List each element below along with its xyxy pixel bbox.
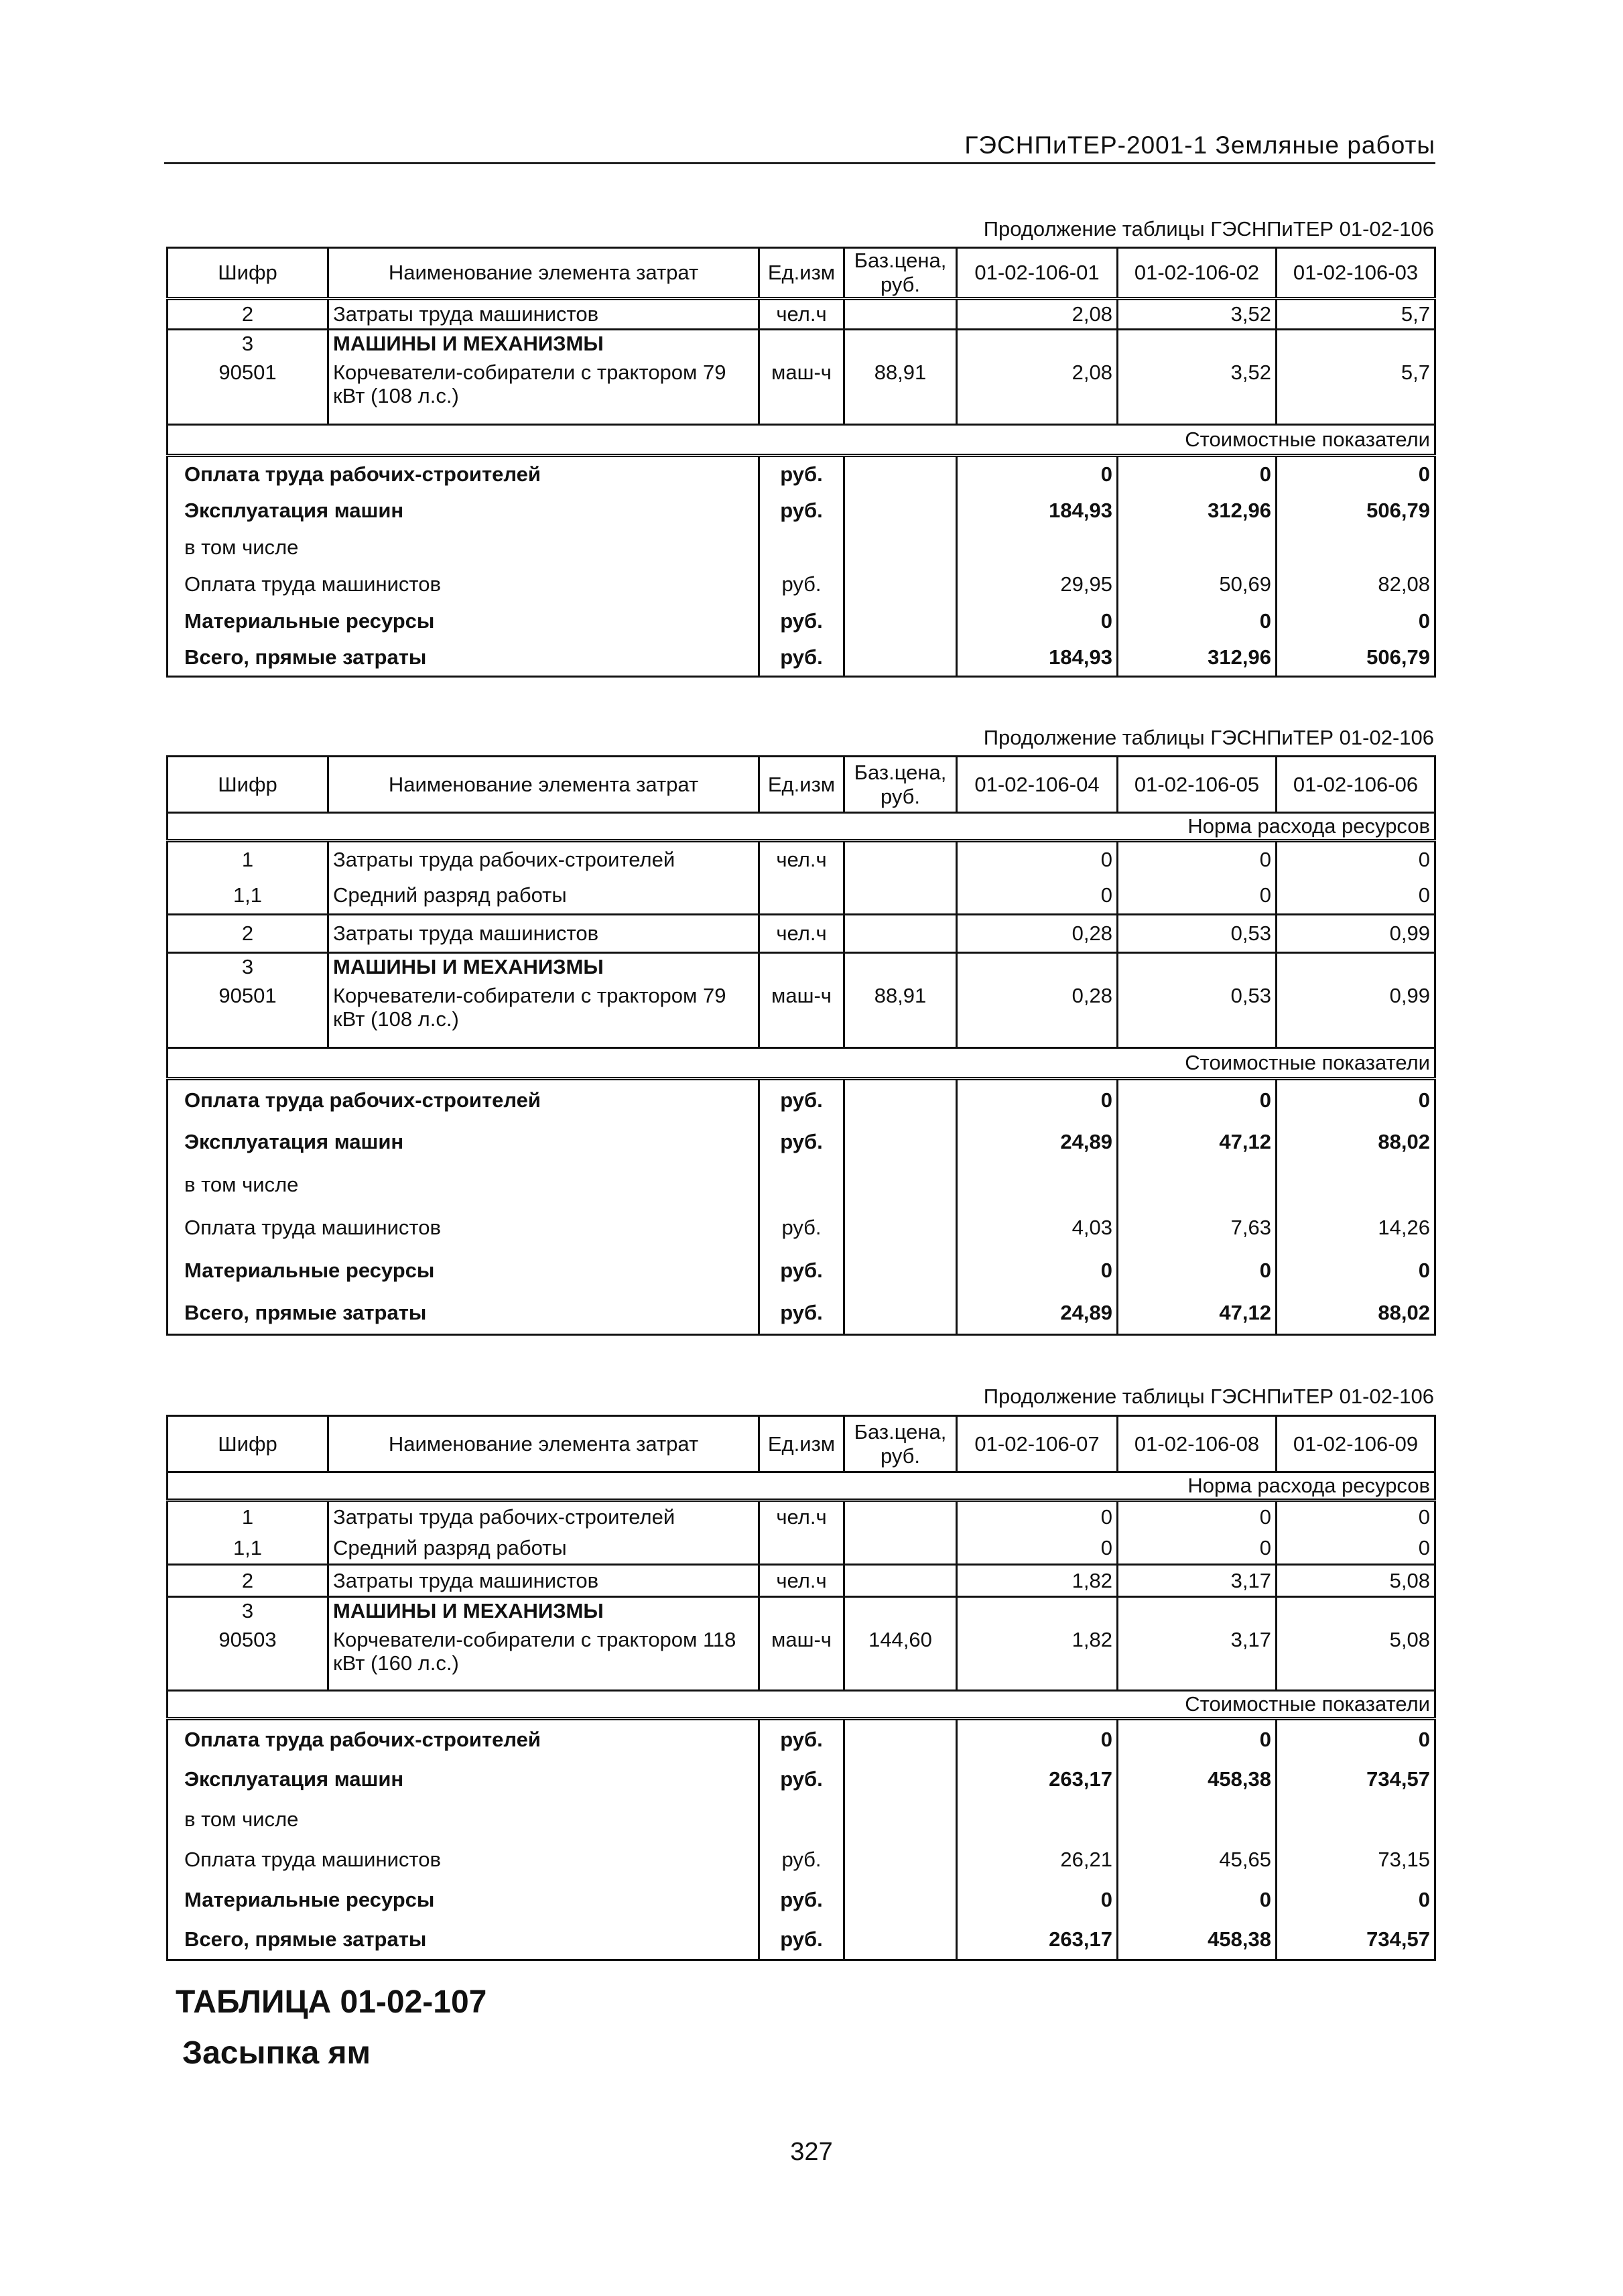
row-code: 2	[168, 299, 328, 330]
cost-row	[168, 1249, 1435, 1292]
row-value: 0,53	[1118, 915, 1277, 953]
row-unit: чел.ч	[759, 841, 844, 878]
col-header-unit: Ед.изм	[759, 1416, 844, 1472]
cost-unit: руб.	[759, 1292, 844, 1335]
norm-table	[166, 247, 1436, 678]
cost-row	[168, 640, 1435, 677]
cost-unit: руб.	[759, 493, 844, 529]
cost-value: 0	[1418, 1727, 1430, 1751]
cost-value: 458,38	[1118, 1759, 1277, 1799]
row-code: 1,1	[168, 1533, 328, 1565]
col-header-name: Наименование элемента затрат	[328, 1416, 759, 1472]
cost-value: 312,96	[1118, 493, 1277, 529]
section-label-row	[168, 1691, 1435, 1719]
row-code: 1	[168, 1501, 328, 1533]
cost-label: Материальные ресурсы	[184, 1258, 435, 1282]
cost-label: Оплата труда рабочих-строителей	[184, 1727, 541, 1751]
row-unit: чел.ч	[759, 1565, 844, 1597]
cost-value: 7,63	[1118, 1206, 1277, 1249]
table-caption: Продолжение таблицы ГЭСНПиТЕР 01-02-106	[983, 217, 1434, 241]
row-value: 1,82	[957, 1625, 1118, 1691]
cost-value: 88,02	[1378, 1300, 1430, 1324]
cost-value: 0	[957, 1249, 1118, 1292]
row-unit: маш-ч	[759, 981, 844, 1048]
cost-value: 0	[1118, 1249, 1277, 1292]
col-header-rate-code: 01-02-106-09	[1293, 1431, 1419, 1456]
group-title: МАШИНЫ И МЕХАНИЗМЫ	[328, 330, 759, 358]
machines-group-row	[168, 330, 1435, 358]
row-code: 2	[168, 915, 328, 953]
cost-row	[168, 456, 1435, 493]
row-value: 0	[1418, 1505, 1430, 1529]
section-label-row	[168, 813, 1435, 841]
cost-value: 4,03	[957, 1206, 1118, 1249]
cost-row	[168, 1759, 1435, 1799]
row-unit: маш-ч	[759, 1625, 844, 1691]
row-value: 0	[1118, 1501, 1277, 1533]
cost-value: 73,15	[1378, 1847, 1430, 1871]
row-value: 0,53	[1118, 981, 1277, 1048]
cost-row	[168, 1880, 1435, 1920]
row-price: 144,60	[844, 1625, 957, 1691]
cost-unit: руб.	[759, 1079, 844, 1121]
row-value: 3,17	[1118, 1565, 1277, 1597]
cost-label: Оплата труда машинистов	[184, 1215, 441, 1239]
cost-value: 14,26	[1378, 1215, 1430, 1239]
col-header-base-price: Баз.цена, руб.	[844, 248, 957, 299]
row-unit: чел.ч	[759, 299, 844, 330]
cost-value: 0	[957, 1719, 1118, 1759]
cost-value: 312,96	[1118, 640, 1277, 677]
row-value: 0	[1118, 1533, 1277, 1565]
col-header-rate-code: 01-02-106-02	[1118, 248, 1277, 299]
row-value: 0	[957, 1501, 1118, 1533]
row-value: 0	[957, 841, 1118, 878]
col-header-code: Шифр	[168, 757, 328, 813]
cost-unit: руб.	[759, 1920, 844, 1960]
table-row	[168, 1533, 1435, 1565]
cost-value: 458,38	[1118, 1920, 1277, 1960]
group-code: 3	[168, 953, 328, 981]
row-value: 5,7	[1401, 302, 1430, 326]
machines-group-row	[168, 953, 1435, 981]
cost-row	[168, 1121, 1435, 1163]
table-row	[168, 299, 1435, 330]
norm-table	[166, 755, 1436, 1336]
col-header-rate-code: 01-02-106-01	[957, 248, 1118, 299]
row-name: Корчеватели-собиратели с трактором 79 кВт (108 л.с.)	[328, 981, 759, 1048]
cost-label: Оплата труда машинистов	[184, 572, 441, 596]
cost-label: Всего, прямые затраты	[184, 1300, 427, 1324]
cost-row	[168, 1163, 1435, 1206]
cost-label: в том числе	[184, 1807, 299, 1831]
cost-value: 29,95	[957, 566, 1118, 603]
cost-row	[168, 1719, 1435, 1759]
cost-label: Оплата труда машинистов	[184, 1847, 441, 1871]
row-value: 1,82	[957, 1565, 1118, 1597]
cost-label: Материальные ресурсы	[184, 609, 435, 633]
col-header-rate-code: 01-02-106-06	[1293, 772, 1419, 796]
cost-row	[168, 493, 1435, 529]
cost-row	[168, 1799, 1435, 1840]
row-value: 0,28	[957, 981, 1118, 1048]
cost-label: Оплата труда рабочих-строителей	[184, 462, 541, 487]
col-header-base-price: Баз.цена, руб.	[844, 1416, 957, 1472]
cost-value: 0	[1118, 1079, 1277, 1121]
row-code: 90501	[168, 981, 328, 1048]
cost-label: Эксплуатация машин	[184, 1129, 404, 1153]
cost-value: 263,17	[957, 1759, 1118, 1799]
cost-value: 506,79	[1366, 499, 1430, 523]
cost-value: 0	[957, 456, 1118, 493]
table-row	[168, 878, 1435, 915]
col-header-name: Наименование элемента затрат	[328, 248, 759, 299]
row-code: 90501	[168, 358, 328, 425]
col-header-name: Наименование элемента затрат	[328, 757, 759, 813]
cost-unit: руб.	[759, 566, 844, 603]
group-title: МАШИНЫ И МЕХАНИЗМЫ	[328, 953, 759, 981]
cost-value: 0	[1118, 1880, 1277, 1920]
norm-section-label: Норма расхода ресурсов	[1187, 1474, 1430, 1498]
row-name: Корчеватели-собиратели с трактором 118 кВт (160 л.с.)	[328, 1625, 759, 1691]
cost-label: в том числе	[184, 535, 299, 560]
col-header-rate-code: 01-02-106-08	[1118, 1416, 1277, 1472]
cost-unit: руб.	[759, 1719, 844, 1759]
cost-value: 0	[957, 1079, 1118, 1121]
cost-label: Эксплуатация машин	[184, 499, 404, 523]
cost-unit: руб.	[759, 1840, 844, 1880]
cost-row	[168, 529, 1435, 566]
cost-label: Эксплуатация машин	[184, 1767, 404, 1791]
row-unit: чел.ч	[759, 915, 844, 953]
cost-label: Всего, прямые затраты	[184, 1927, 427, 1951]
row-unit: чел.ч	[759, 1501, 844, 1533]
cost-value: 0	[1418, 462, 1430, 487]
row-code: 2	[168, 1565, 328, 1597]
cost-unit: руб.	[759, 1759, 844, 1799]
cost-unit: руб.	[759, 1249, 844, 1292]
cost-value: 0	[957, 603, 1118, 640]
cost-value: 0	[957, 1880, 1118, 1920]
cost-value: 263,17	[957, 1920, 1118, 1960]
table-row	[168, 915, 1435, 953]
table-row	[168, 841, 1435, 878]
running-title: ГЭСНПиТЕР-2001-1 Земляные работы	[164, 131, 1435, 164]
cost-row	[168, 1206, 1435, 1249]
cost-value: 184,93	[957, 640, 1118, 677]
cost-row	[168, 603, 1435, 640]
row-code: 1	[168, 841, 328, 878]
cost-value: 88,02	[1378, 1129, 1430, 1153]
next-table-subtitle: Засыпка ям	[182, 2035, 371, 2071]
row-value: 0	[1118, 841, 1277, 878]
row-value: 5,7	[1401, 360, 1430, 384]
group-code: 3	[168, 330, 328, 358]
col-header-rate-code: 01-02-106-07	[957, 1416, 1118, 1472]
row-value: 0	[1118, 878, 1277, 915]
cost-value: 0	[1118, 603, 1277, 640]
row-name: Затраты труда рабочих-строителей	[328, 1501, 759, 1533]
cost-row	[168, 1079, 1435, 1121]
norm-table	[166, 1415, 1436, 1961]
table-row	[168, 1501, 1435, 1533]
row-value: 5,08	[1389, 1627, 1430, 1651]
row-value: 2,08	[957, 358, 1118, 425]
col-header-rate-code: 01-02-106-04	[957, 757, 1118, 813]
cost-unit: руб.	[759, 456, 844, 493]
cost-label: Всего, прямые затраты	[184, 645, 427, 669]
cost-value: 506,79	[1366, 645, 1430, 669]
cost-row	[168, 1920, 1435, 1960]
row-value: 3,52	[1118, 358, 1277, 425]
row-value: 0	[1418, 1535, 1430, 1559]
col-header-code: Шифр	[168, 248, 328, 299]
cost-section-label: Стоимостные показатели	[1185, 428, 1430, 452]
group-title: МАШИНЫ И МЕХАНИЗМЫ	[328, 1597, 759, 1625]
cost-row	[168, 566, 1435, 603]
row-name: Затраты труда рабочих-строителей	[328, 841, 759, 878]
col-header-unit: Ед.изм	[759, 248, 844, 299]
cost-value: 24,89	[957, 1121, 1118, 1163]
row-value: 0	[1418, 883, 1430, 907]
table-row	[168, 1565, 1435, 1597]
next-table-title: ТАБЛИЦА 01-02-107	[176, 1984, 487, 2020]
cost-value: 50,69	[1118, 566, 1277, 603]
row-price	[844, 299, 957, 330]
row-value: 2,08	[957, 299, 1118, 330]
cost-value: 82,08	[1378, 572, 1430, 596]
cost-unit: руб.	[759, 1206, 844, 1249]
cost-label: Материальные ресурсы	[184, 1887, 435, 1911]
cost-value: 47,12	[1118, 1121, 1277, 1163]
cost-value: 24,89	[957, 1292, 1118, 1335]
table-row	[168, 981, 1435, 1048]
row-name: Средний разряд работы	[328, 1533, 759, 1565]
cost-unit: руб.	[759, 1121, 844, 1163]
row-value: 5,08	[1389, 1568, 1430, 1592]
cost-row	[168, 1292, 1435, 1335]
row-code: 1,1	[168, 878, 328, 915]
row-name: Затраты труда машинистов	[328, 1565, 759, 1597]
row-name: Корчеватели-собиратели с трактором 79 кВт (108 л.с.)	[328, 358, 759, 425]
cost-value: 0	[1418, 609, 1430, 633]
section-label-row	[168, 425, 1435, 456]
cost-value: 184,93	[957, 493, 1118, 529]
machines-group-row	[168, 1597, 1435, 1625]
section-label-row	[168, 1048, 1435, 1079]
cost-value: 47,12	[1118, 1292, 1277, 1335]
row-value: 0,28	[957, 915, 1118, 953]
cost-value: 0	[1118, 1719, 1277, 1759]
row-price: 88,91	[844, 981, 957, 1048]
cost-unit: руб.	[759, 603, 844, 640]
table-caption: Продолжение таблицы ГЭСНПиТЕР 01-02-106	[983, 726, 1434, 749]
row-value: 0	[1418, 848, 1430, 872]
row-value: 0	[957, 878, 1118, 915]
cost-label: в том числе	[184, 1172, 299, 1196]
row-name: Средний разряд работы	[328, 878, 759, 915]
cost-value: 0	[1418, 1258, 1430, 1282]
col-header-unit: Ед.изм	[759, 757, 844, 813]
cost-value: 734,57	[1366, 1767, 1430, 1791]
col-header-base-price: Баз.цена, руб.	[844, 757, 957, 813]
cost-value: 734,57	[1366, 1927, 1430, 1951]
cost-label: Оплата труда рабочих-строителей	[184, 1088, 541, 1112]
cost-section-label: Стоимостные показатели	[1185, 1051, 1430, 1075]
row-value: 3,52	[1118, 299, 1277, 330]
row-value: 0	[957, 1533, 1118, 1565]
cost-value: 45,65	[1118, 1840, 1277, 1880]
cost-row	[168, 1840, 1435, 1880]
row-price: 88,91	[844, 358, 957, 425]
cost-value: 26,21	[957, 1840, 1118, 1880]
page-number: 327	[790, 2138, 833, 2166]
cost-value: 0	[1418, 1088, 1430, 1112]
norm-section-label: Норма расхода ресурсов	[1187, 814, 1430, 838]
row-name: Затраты труда машинистов	[328, 915, 759, 953]
cost-value: 0	[1418, 1887, 1430, 1911]
row-value: 3,17	[1118, 1625, 1277, 1691]
cost-unit: руб.	[759, 1880, 844, 1920]
cost-section-label: Стоимостные показатели	[1185, 1692, 1430, 1716]
col-header-rate-code: 01-02-106-05	[1118, 757, 1277, 813]
table-caption: Продолжение таблицы ГЭСНПиТЕР 01-02-106	[983, 1385, 1434, 1408]
row-code: 90503	[168, 1625, 328, 1691]
row-value: 0,99	[1389, 983, 1430, 1007]
col-header-rate-code: 01-02-106-03	[1293, 261, 1419, 285]
table-row	[168, 358, 1435, 425]
table-row	[168, 1625, 1435, 1691]
row-unit: маш-ч	[759, 358, 844, 425]
section-label-row	[168, 1472, 1435, 1501]
cost-value: 0	[1118, 456, 1277, 493]
group-code: 3	[168, 1597, 328, 1625]
row-value: 0,99	[1389, 921, 1430, 946]
col-header-code: Шифр	[168, 1416, 328, 1472]
row-name: Затраты труда машинистов	[328, 299, 759, 330]
cost-unit: руб.	[759, 640, 844, 677]
